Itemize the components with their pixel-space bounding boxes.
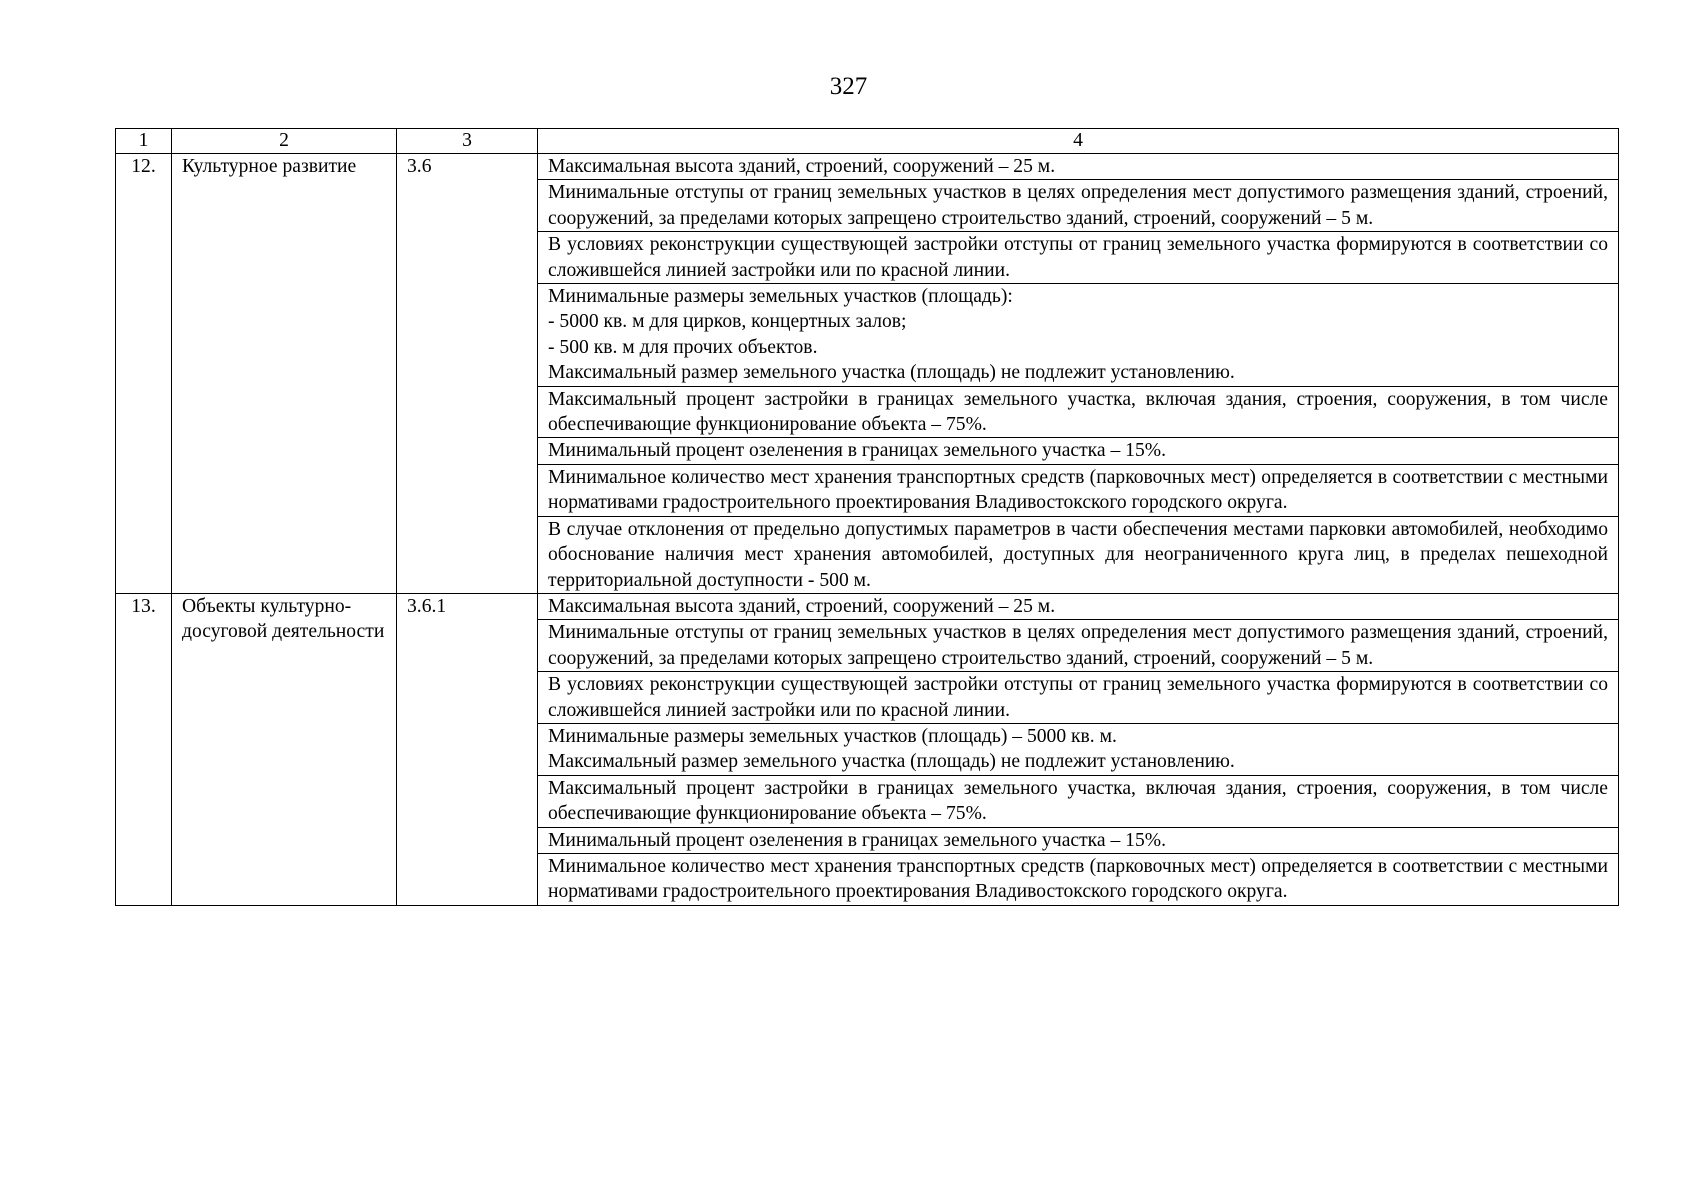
- parameter-cell: [538, 672, 1619, 724]
- parameter-text: Минимальные отступы от границ земельных участков в целях определения мест допустимого размещения зданий, строений, сооружений, за пределами которых запрещено строительство зданий, строений, сооружений – 5 м.: [548, 182, 1608, 229]
- parameter-text: - 500 кв. м для прочих объектов.: [548, 336, 818, 358]
- parameter-cell: [538, 232, 1619, 284]
- parameter-text: Минимальные размеры земельных участков (площадь) – 5000 кв. м.: [548, 725, 1117, 747]
- parameter-text: В случае отклонения от предельно допустимых параметров в части обеспечения местами парковки автомобилей, необходимо обоснование наличия мест хранения автомобилей, доступных для неограниченного круга лиц, в пределах пешеходной территориальной доступности - 500 м.: [548, 518, 1608, 591]
- column-header-2: 2: [172, 129, 397, 154]
- parameter-cell: [538, 593, 1619, 619]
- parameter-cell: [538, 386, 1619, 438]
- land-use-name-cell: Объекты культурно-досуговой деятельности: [172, 593, 397, 905]
- column-header-4: 4: [538, 129, 1619, 154]
- parameter-text: Максимальная высота зданий, строений, сооружений – 25 м.: [548, 595, 1056, 617]
- parameter-text: Максимальный размер земельного участка (площадь) не подлежит установлению.: [548, 751, 1235, 773]
- parameter-cell: [538, 827, 1619, 853]
- parameter-cell: [538, 723, 1619, 775]
- parameter-cell: [538, 853, 1619, 905]
- parameter-text: Минимальные отступы от границ земельных участков в целях определения мест допустимого размещения зданий, строений, сооружений, за пределами которых запрещено строительство зданий, строений, сооружений – 5 м.: [548, 622, 1608, 669]
- parameter-cell: [538, 154, 1619, 180]
- parameter-text: Максимальная высота зданий, строений, сооружений – 25 м.: [548, 156, 1056, 177]
- row-number-cell: 12.: [116, 154, 172, 594]
- parameter-cell: [538, 180, 1619, 232]
- column-header-3: 3: [397, 129, 538, 154]
- table-row: [116, 154, 1619, 180]
- parameter-text: Максимальный процент застройки в границах земельного участка, включая здания, строения, сооружения, в том числе обеспечивающие функционирование объекта – 75%.: [548, 388, 1608, 436]
- parameter-text: Минимальные размеры земельных участков (площадь):: [548, 286, 1013, 308]
- parameter-text: Максимальный размер земельного участка (площадь) не подлежит установлению.: [548, 362, 1235, 384]
- land-use-name-cell: Культурное развитие: [172, 154, 397, 594]
- parameter-text: Максимальный процент застройки в границах земельного участка, включая здания, строения, сооружения, в том числе обеспечивающие функционирование объекта – 75%.: [548, 777, 1608, 825]
- parameter-cell: [538, 620, 1619, 672]
- parameter-cell: [538, 775, 1619, 827]
- parameter-text: В условиях реконструкции существующей застройки отступы от границ земельного участка формируются в соответствии со сложившейся линией застройки или по красной линии.: [548, 674, 1608, 721]
- parameter-cell: [538, 464, 1619, 516]
- parameter-cell: [538, 516, 1619, 593]
- row-number-cell: 13.: [116, 593, 172, 905]
- parameter-cell: [538, 284, 1619, 387]
- parameter-text: Минимальный процент озеленения в границах земельного участка – 15%.: [548, 440, 1166, 462]
- parameter-text: Минимальное количество мест хранения транспортных средств (парковочных мест) определяется в соответствии с местными нормативами градостроительного проектирования Владивостокского городского округа.: [548, 466, 1608, 514]
- page-number: 327: [829, 73, 868, 100]
- land-use-code-cell: 3.6.1: [397, 593, 538, 905]
- column-header-1: 1: [116, 129, 172, 154]
- land-use-code-cell: 3.6: [397, 154, 538, 594]
- table-row: [116, 593, 1619, 619]
- parameter-cell: [538, 438, 1619, 464]
- table-body: [116, 129, 1619, 906]
- parameter-text: Минимальный процент озеленения в границах земельного участка – 15%.: [548, 829, 1166, 851]
- regulations-table: [115, 128, 1619, 906]
- parameter-text: Минимальное количество мест хранения транспортных средств (парковочных мест) определяется в соответствии с местными нормативами градостроительного проектирования Владивостокского городского округа.: [548, 855, 1608, 903]
- table-header-row: [116, 129, 1619, 154]
- parameter-text: В условиях реконструкции существующей застройки отступы от границ земельного участка формируются в соответствии со сложившейся линией застройки или по красной линии.: [548, 234, 1608, 281]
- parameter-text: - 5000 кв. м для цирков, концертных залов;: [548, 311, 907, 333]
